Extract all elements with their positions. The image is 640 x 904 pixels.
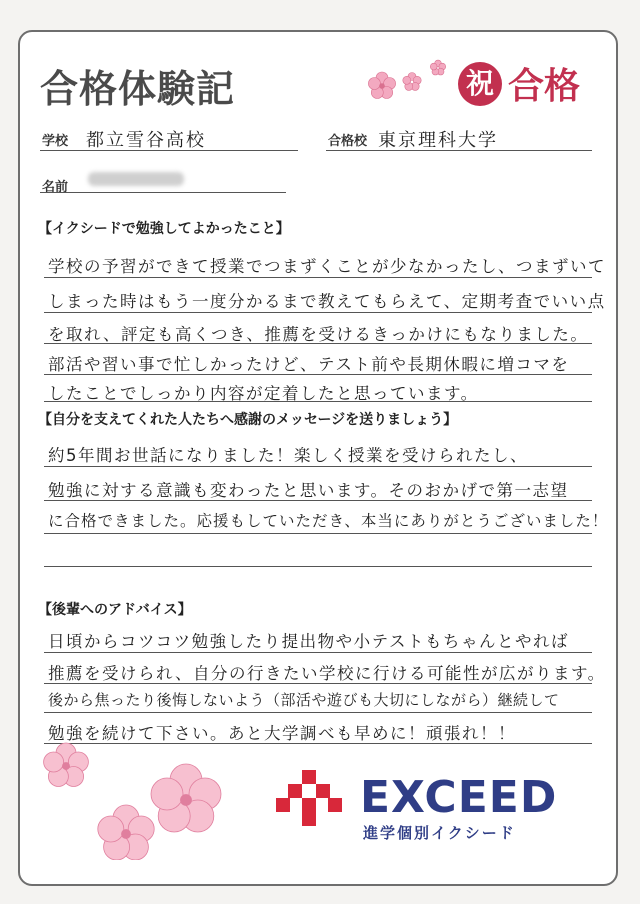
benefits-line: を取れ、評定も高くつき、推薦を受けるきっかけにもなりました。: [48, 325, 589, 344]
ruled-line: [44, 343, 592, 344]
exceed-logo-text: EXCEED: [360, 772, 558, 823]
ruled-line: [44, 683, 592, 684]
thanks-line: 勉強に対する意識も変わったと思います。そのおかげで第一志望: [48, 481, 569, 500]
exceed-cross-logo-icon: [276, 770, 342, 834]
benefits-line: したことでしっかり内容が定着したと思っています。: [48, 384, 479, 403]
ruled-line: [44, 652, 592, 653]
name-label: 名前: [42, 180, 69, 195]
thanks-line: 約5年間お世話になりました！楽しく授業を受けられたし、: [48, 446, 528, 465]
school-label: 学校: [42, 134, 69, 149]
page-title: 合格体験記: [40, 67, 236, 111]
school-value: 都立雪谷高校: [86, 130, 206, 151]
section-heading-benefits: 【イクシードで勉強してよかったこと】: [38, 221, 290, 237]
sakura-large-icon: [38, 740, 228, 860]
ruled-line: [44, 466, 592, 467]
passed-label: 合格校: [328, 134, 368, 149]
section-heading-thanks: 【自分を支えてくれた人たちへ感謝のメッセージを送りましょう】: [38, 412, 458, 428]
benefits-line: しまった時はもう一度分かるまで教えてもらえて、定期考査でいい点: [48, 292, 606, 311]
section-heading-advice: 【後輩へのアドバイス】: [38, 602, 192, 618]
advice-line: 勉強を続けて下さい。あと大学調べも早めに！頑張れ！！: [48, 724, 516, 743]
advice-line: 日頃からコツコツ勉強したり提出物や小テストもちゃんとやれば: [48, 632, 570, 651]
benefits-line: 学校の予習ができて授業でつまずくことが少なかったし、つまずいて: [48, 257, 606, 276]
passed-underline: [326, 150, 592, 151]
ruled-line: [44, 566, 592, 567]
ruled-line: [44, 374, 592, 375]
ruled-line: [44, 312, 592, 313]
exceed-tagline: 進学個別イクシード: [363, 824, 516, 842]
benefits-line: 部活や習い事で忙しかったけど、テスト前や長期休暇に増コマを: [48, 355, 570, 374]
ruled-line: [44, 277, 592, 278]
sakura-small-icon: [364, 56, 456, 108]
name-underline: [40, 192, 286, 193]
advice-line: 推薦を受けられ、自分の行きたい学校に行ける可能性が広がります。: [48, 664, 606, 683]
ruled-line: [44, 401, 592, 402]
ruled-line: [44, 533, 592, 534]
redacted-name: [88, 172, 184, 186]
ruled-line: [44, 712, 592, 713]
thanks-line: に合格できました。応援もしていただき、本当にありがとうございました！: [48, 512, 609, 530]
pass-text: 合格: [508, 66, 581, 107]
ruled-line: [44, 500, 592, 501]
advice-line: 後から焦ったり後悔しないよう（部活や遊びも大切にしながら）継続して: [48, 691, 560, 709]
passed-value: 東京理科大学: [378, 130, 498, 151]
celebration-badge: 祝: [458, 62, 502, 106]
school-underline: [40, 150, 298, 151]
